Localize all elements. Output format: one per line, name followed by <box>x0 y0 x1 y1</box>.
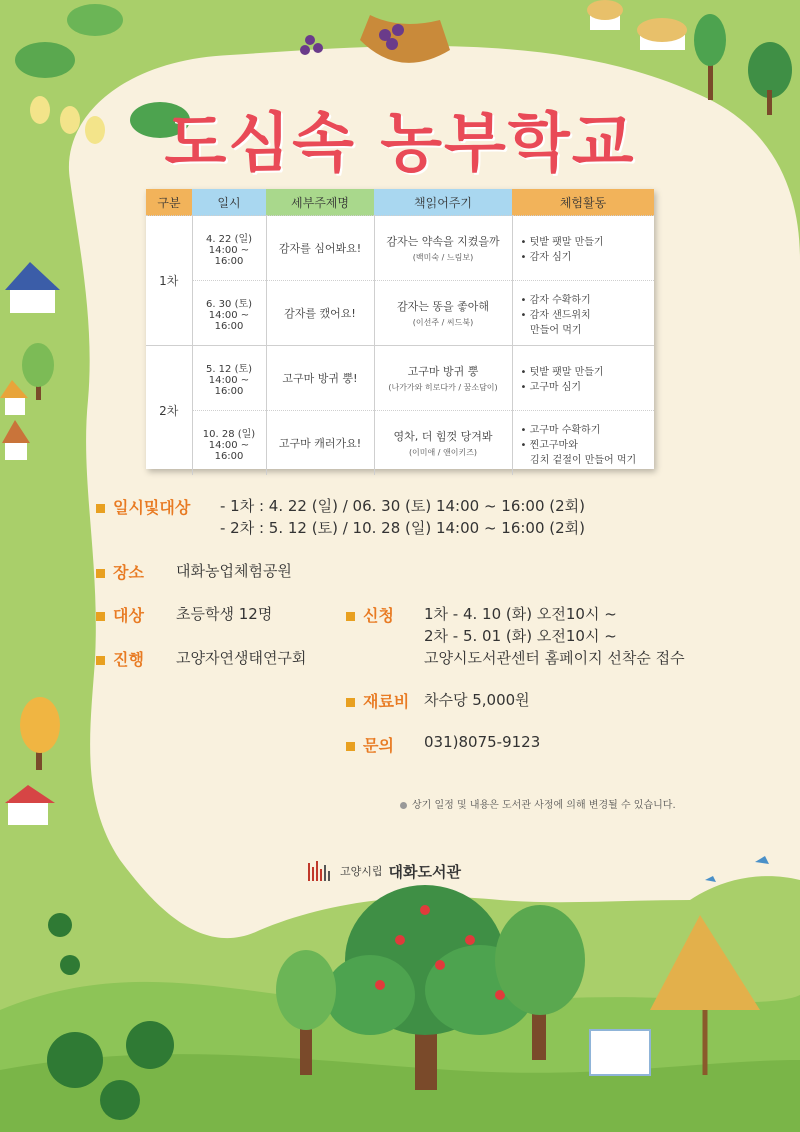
logo-bars-icon <box>308 861 332 881</box>
logo-prefix: 고양시립 <box>340 865 383 878</box>
activity-item: 고구마 수확하기 <box>529 424 601 436</box>
schedule-line-2: - 2차 : 5. 12 (토) / 10. 28 (일) 14:00 ~ 16:00 (2회) <box>220 519 586 537</box>
logo-name: 대화도서관 <box>388 862 461 881</box>
session-topic: 고구마 캐러가요! <box>266 411 374 476</box>
activity-item: 텃밭 팻말 만들기 <box>529 237 604 248</box>
header-book: 책읽어주기 <box>374 189 512 216</box>
group-label: 1차 <box>146 216 192 346</box>
bullet-icon <box>346 612 355 621</box>
table-row <box>146 281 654 346</box>
table-header-row <box>146 189 654 216</box>
contact-label: 문의 <box>346 733 394 756</box>
schedule-table <box>146 189 654 469</box>
header-division: 구분 <box>146 189 192 216</box>
host-value: 고양자연생태연구회 <box>176 649 307 667</box>
place-value: 대화농업체험공원 <box>176 562 292 580</box>
library-logo <box>308 860 461 882</box>
bullet-icon <box>96 656 105 665</box>
book-author: (백미숙 / 느림보) <box>412 253 474 262</box>
activity-list: • 텃밭 팻말 만들기 • 감자 심기 <box>512 216 654 281</box>
book-author: (이선주 / 씨드북) <box>412 318 474 327</box>
fee-label: 재료비 <box>346 689 409 712</box>
bullet-icon <box>346 742 355 751</box>
session-time: 14:00 ~ 16:00 <box>208 374 250 397</box>
target-value: 초등학생 12명 <box>176 605 273 623</box>
activity-item: 감자 샌드위치 <box>529 309 591 321</box>
bullet-icon <box>96 569 105 578</box>
table-row <box>146 216 654 281</box>
session-date: 6. 30 (토) <box>205 298 253 310</box>
book-author: (이미애 / 앤이키즈) <box>408 448 478 457</box>
activity-item: 고구마 심기 <box>529 382 582 393</box>
session-date: 5. 12 (토) <box>205 363 253 375</box>
bullet-icon <box>96 504 105 513</box>
book-author: (나가가와 히로다카 / 꿈소담이) <box>388 383 498 392</box>
book-title: 감자는 약속을 지켰을까 <box>386 235 500 248</box>
session-topic: 고구마 방귀 뿡! <box>266 346 374 411</box>
book-title: 고구마 방귀 뿡 <box>407 365 479 378</box>
session-topic: 감자를 캤어요! <box>266 281 374 346</box>
activity-item: 김치 겉절이 만들어 먹기 <box>530 454 637 466</box>
page-title: 도심속 농부학교 <box>164 107 636 181</box>
activity-list: • 텃밭 팻말 만들기 • 고구마 심기 <box>512 346 654 411</box>
fee-value: 차수당 5,000원 <box>424 691 530 709</box>
header-topic: 세부주제명 <box>266 189 374 216</box>
notice: 상기 일정 및 내용은 도서관 사정에 의해 변경될 수 있습니다. <box>400 796 676 811</box>
activity-item: 텃밭 팻말 만들기 <box>529 367 604 378</box>
session-topic: 감자를 심어봐요! <box>266 216 374 281</box>
table-row <box>146 346 654 411</box>
session-time: 14:00 ~ 16:00 <box>208 439 250 462</box>
bullet-icon <box>96 612 105 621</box>
contact-value: 031)8075-9123 <box>424 733 541 751</box>
activity-item: 찐고구마와 <box>529 439 578 451</box>
bullet-dot-icon <box>400 802 407 809</box>
bullet-icon <box>346 698 355 707</box>
table-row <box>146 411 654 476</box>
book-title: 영차, 더 힘껏 당겨봐 <box>393 430 493 443</box>
schedule-label: 일시및대상 <box>96 495 190 518</box>
session-time: 14:00 ~ 16:00 <box>208 309 250 332</box>
apply-label: 신청 <box>346 603 394 626</box>
apply-line-3: 고양시도서관센터 홈페이지 선착순 접수 <box>424 649 685 667</box>
group-label: 2차 <box>146 346 192 476</box>
header-date: 일시 <box>192 189 266 216</box>
schedule-line-1: - 1차 : 4. 22 (일) / 06. 30 (토) 14:00 ~ 16:00 (2회) <box>220 497 586 515</box>
header-activity: 체험활동 <box>512 189 654 216</box>
activity-item: 만들어 먹기 <box>530 324 582 336</box>
host-label: 진행 <box>96 647 144 670</box>
activity-list: • 감자 수확하기 • 감자 샌드위치 만들어 먹기 <box>512 281 654 346</box>
session-time: 14:00 ~ 16:00 <box>208 244 250 267</box>
apply-line-2: 2차 - 5. 01 (화) 오전10시 ~ <box>424 627 617 645</box>
apply-line-1: 1차 - 4. 10 (화) 오전10시 ~ <box>424 605 617 623</box>
activity-item: 감자 심기 <box>529 252 572 263</box>
session-date: 4. 22 (일) <box>205 233 253 245</box>
activity-list: • 고구마 수확하기 • 찐고구마와 김치 겉절이 만들어 먹기 <box>512 411 654 476</box>
target-label: 대상 <box>96 603 144 626</box>
session-date: 10. 28 (일) <box>202 428 256 440</box>
place-label: 장소 <box>96 560 144 583</box>
activity-item: 감자 수확하기 <box>529 294 591 306</box>
book-title: 감자는 똥을 좋아해 <box>396 300 489 313</box>
